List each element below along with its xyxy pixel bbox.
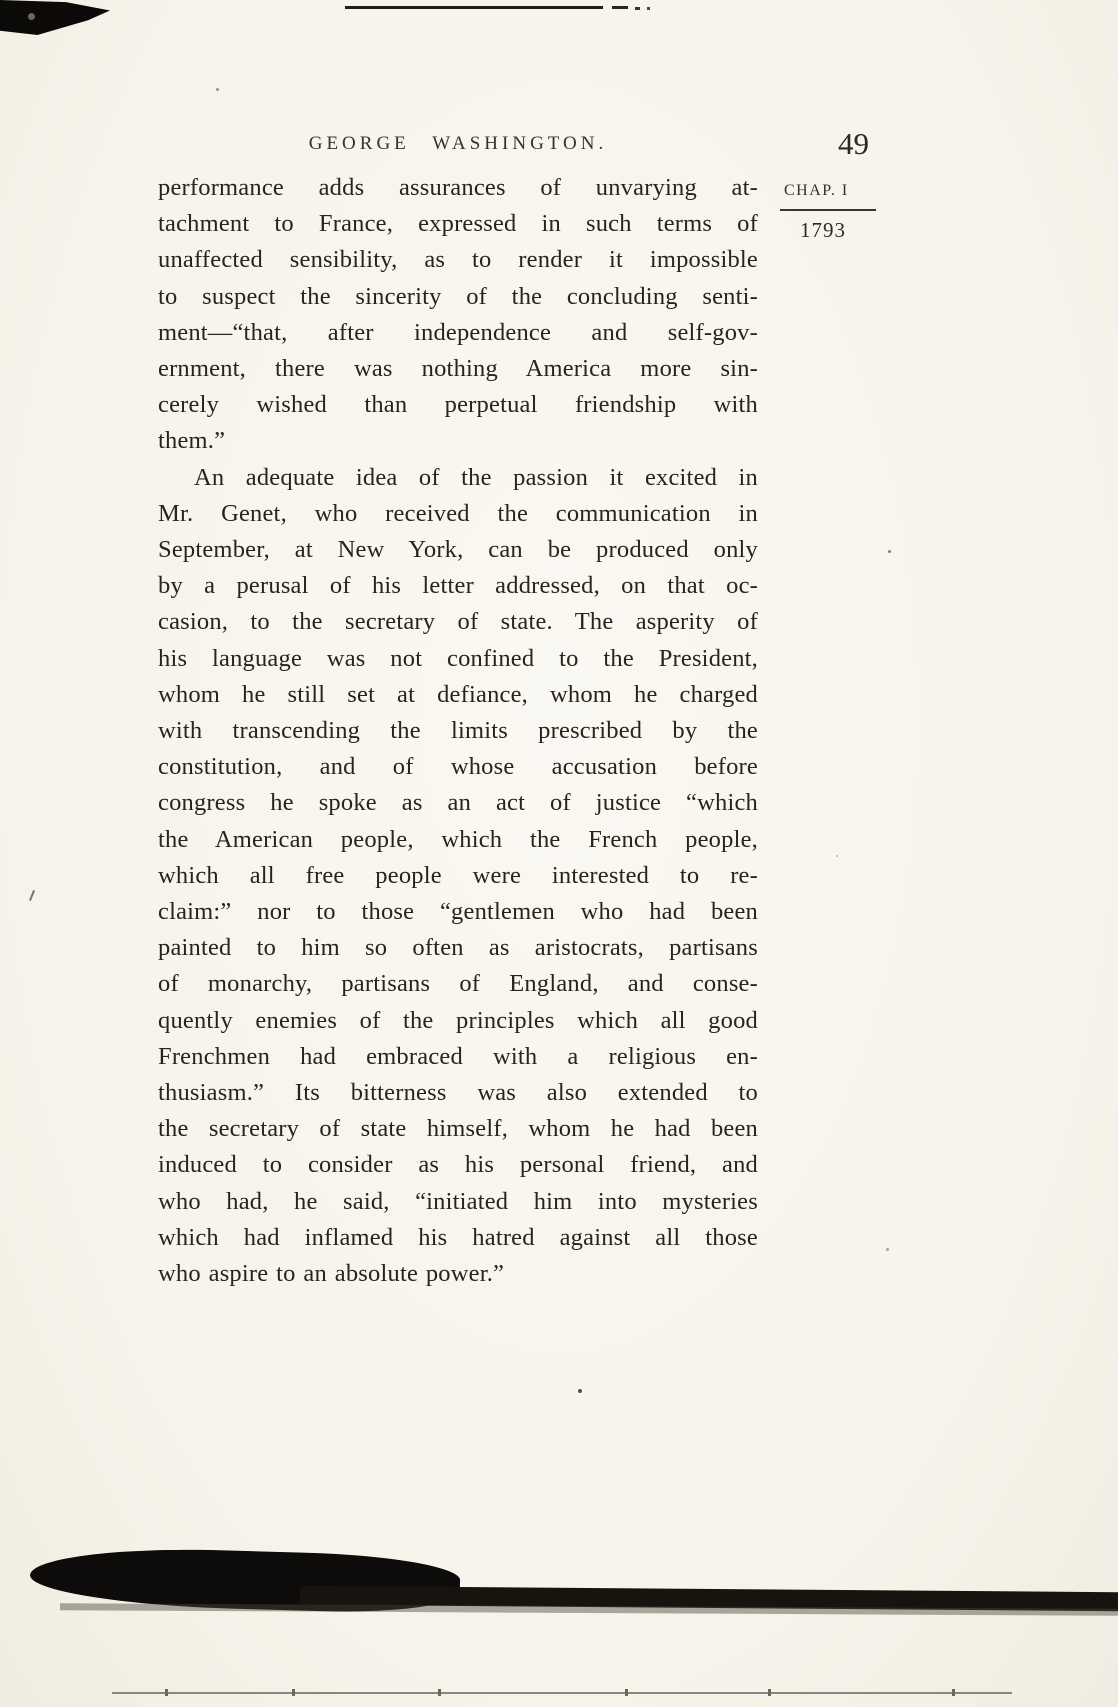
text-line: quently enemies of the principles which all good [158, 1006, 758, 1034]
scan-artifact-tick [438, 1689, 441, 1696]
scan-artifact-tick [165, 1689, 168, 1696]
text-line: unaffected sensibility, as to render it impossible [158, 246, 758, 274]
scan-artifact-speck [836, 855, 838, 857]
scan-artifact-tick [625, 1689, 628, 1696]
text-line: September, at New York, can be produced only [158, 536, 758, 564]
text-line: them.” [158, 427, 226, 455]
text-line: which had inflamed his hatred against all those [158, 1223, 758, 1251]
scan-artifact-speck [216, 88, 219, 91]
scan-artifact-top-line [345, 6, 603, 9]
text-line: ment—“that, after independence and self-gov- [158, 318, 758, 346]
text-line: Frenchmen had embraced with a religious en- [158, 1042, 758, 1070]
text-line: cerely wished than perpetual friendship with [158, 391, 758, 419]
text-line: tachment to France, expressed in such terms of [158, 210, 758, 238]
text-line: who had, he said, “initiated him into mysteries [158, 1187, 758, 1215]
scan-artifact-speck [888, 550, 891, 553]
scan-artifact-top-dash [635, 7, 640, 10]
margin-rule [780, 209, 876, 211]
text-line: ernment, there was nothing America more sin- [158, 355, 758, 383]
scan-artifact-top-dash [647, 7, 650, 10]
scan-artifact-speck [886, 1248, 889, 1251]
running-header: GEORGE WASHINGTON. [308, 133, 608, 154]
text-line: performance adds assurances of unvarying at- [158, 174, 758, 201]
text-line: to suspect the sincerity of the concluding senti- [158, 282, 758, 310]
paragraph [158, 460, 758, 1293]
text-line: thusiasm.” Its bitterness was also extended to [158, 1079, 758, 1107]
scan-artifact-tick [292, 1689, 295, 1696]
text-line: which all free people were interested to re- [158, 861, 758, 889]
text-line: painted to him so often as aristocrats, partisans [158, 934, 758, 962]
text-line: with transcending the limits prescribed by the [158, 717, 758, 745]
scan-artifact-top-left-dot [28, 13, 35, 20]
text-line: by a perusal of his letter addressed, on that oc- [158, 572, 758, 600]
paragraph [158, 170, 758, 460]
text-line: congress he spoke as an act of justice “which [158, 789, 758, 817]
text-line: his language was not confined to the President, [158, 644, 758, 672]
scan-artifact-tick [768, 1689, 771, 1696]
text-line: induced to consider as his personal friend, and [158, 1151, 758, 1179]
text-line: casion, to the secretary of state. The asperity of [158, 608, 758, 636]
text-line: the American people, which the French people, [158, 825, 758, 853]
text-line: whom he still set at defiance, whom he charged [158, 680, 758, 708]
scan-artifact-margin-slash [29, 890, 35, 901]
year-label: 1793 [800, 218, 846, 242]
text-line: who aspire to an absolute power.” [158, 1260, 505, 1288]
text-line: claim:” nor to those “gentlemen who had been [158, 898, 758, 926]
page-number: 49 [838, 126, 869, 161]
body-text [158, 170, 758, 1292]
scan-artifact-bottom-rule [112, 1692, 1012, 1694]
text-line: An adequate idea of the passion it excited in [194, 463, 758, 491]
text-line: constitution, and of whose accusation before [158, 753, 758, 781]
chapter-label: CHAP. I [784, 182, 849, 199]
scan-artifact-speck [578, 1389, 582, 1393]
text-line: of monarchy, partisans of England, and conse- [158, 970, 758, 998]
scan-artifact-tick [952, 1689, 955, 1696]
scan-artifact-top-left-blob [0, 0, 110, 35]
text-line: the secretary of state himself, whom he had been [158, 1115, 758, 1143]
text-line: Mr. Genet, who received the communication in [158, 499, 758, 527]
margin-notes [780, 182, 890, 243]
scan-artifact-top-dash [612, 6, 628, 9]
